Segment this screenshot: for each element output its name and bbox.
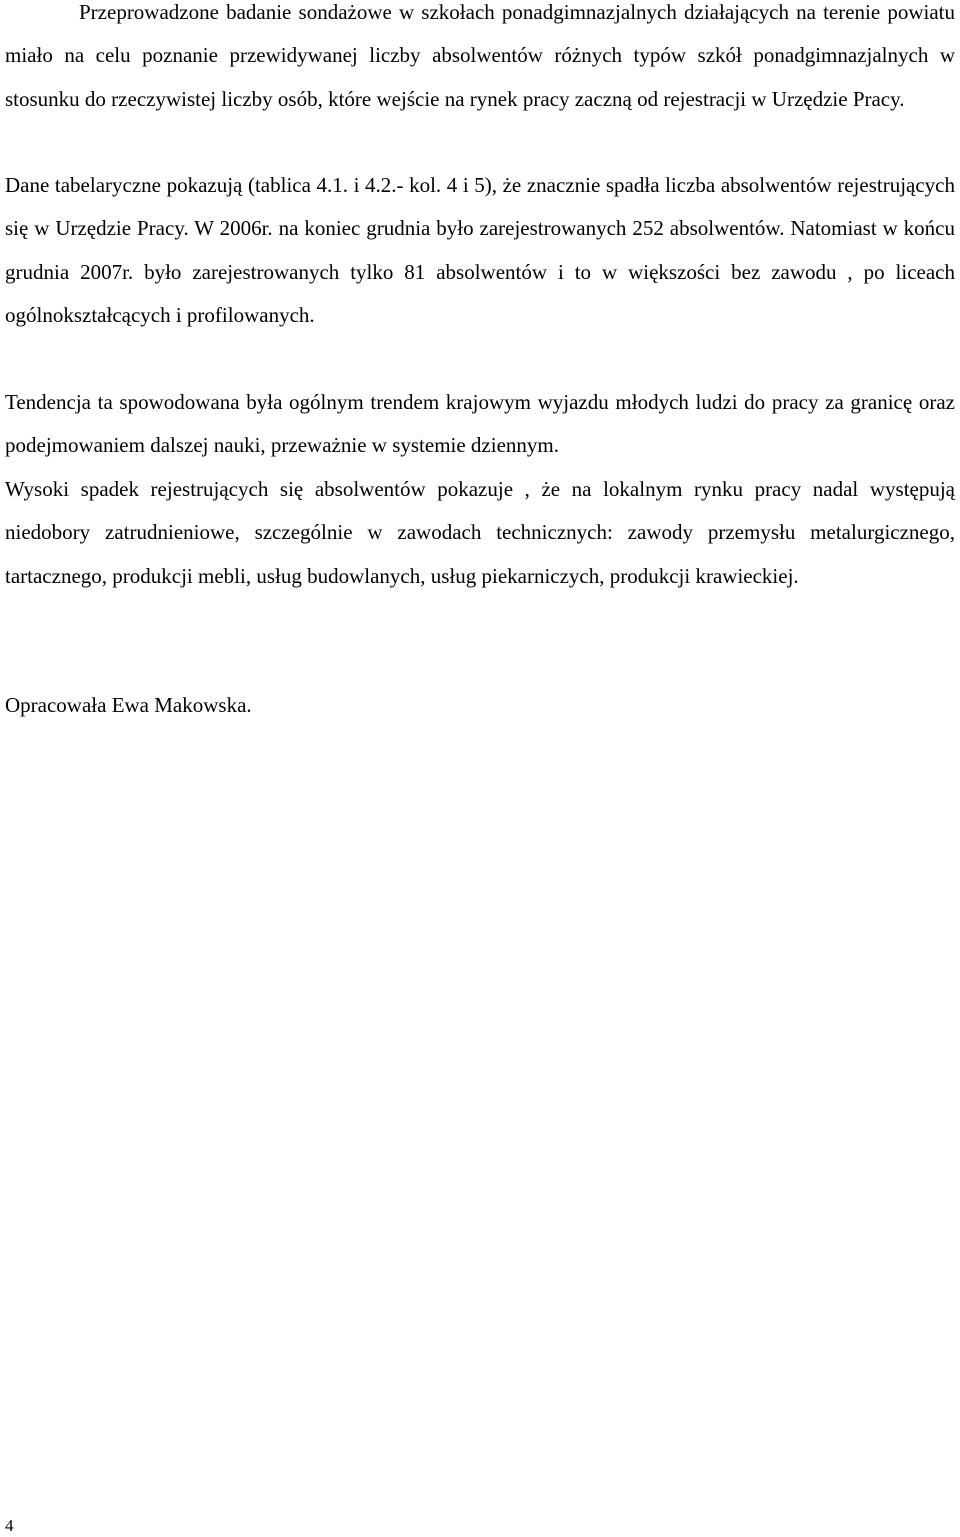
page-number: 4 — [5, 1516, 14, 1535]
paragraph-survey-intro: Przeprowadzone badanie sondażowe w szkołach ponadgimnazjalnych działających na terenie powiatu miało na celu poznanie przewidywanej liczby absolwentów różnych typów szkół ponadgimnazjalnych w stosunku do rzeczywistej liczby osób, które wejście na rynek pracy zaczną od rejestracji w Urzędzie Pracy. — [5, 0, 955, 111]
paragraph-trend: Tendencja ta spowodowana była ogólnym trendem krajowym wyjazdu młodych ludzi do pracy za granicę oraz podejmowaniem dalszej nauki, przeważnie w systemie dziennym. — [5, 390, 955, 458]
author-signature: Opracowała Ewa Makowska. — [5, 693, 252, 717]
paragraph-labor-market: Wysoki spadek rejestrujących się absolwentów pokazuje , że na lokalnym rynku pracy nadal występują niedobory zatrudnieniowe, szczególnie w zawodach technicznych: zawody przemysłu metalurgicznego, tartacznego, produkcji mebli, usług budowlanych, usług piekarniczych, produkcji krawieckiej. — [5, 477, 955, 588]
paragraph-table-data: Dane tabelaryczne pokazują (tablica 4.1. i 4.2.- kol. 4 i 5), że znacznie spadła liczba absolwentów rejestrujących się w Urzędzie Pracy. W 2006r. na koniec grudnia było zarejestrowanych 252 absolwentów. Natomiast w końcu grudnia 2007r. było zarejestrowanych tylko 81 absolwentów i to w większości bez zawodu , po liceach ogólnokształcących i profilowanych. — [5, 173, 955, 327]
